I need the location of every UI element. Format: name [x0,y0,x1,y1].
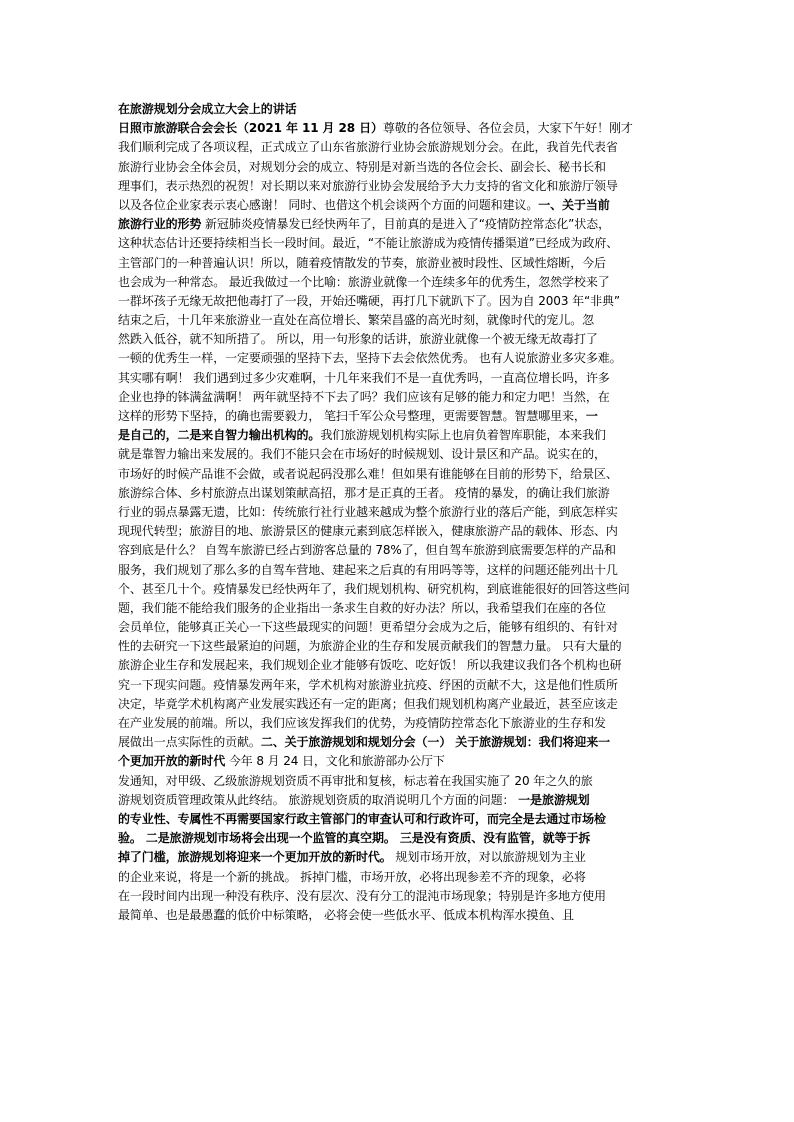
text-run: 最简单、也是最愚蠢的低价中标策略， 必将会使一些低水平、低成本机构浑水摸鱼、且 [118,907,574,922]
text-line [118,138,686,157]
text-line [118,906,686,925]
bold-text-run: 二、关于旅游规划和规划分会（一） 关于旅游规划：我们将迎来一 [260,735,610,750]
text-run: 现现代转型；旅游目的地、旅游景区的健康元素到底怎样嵌入，健康旅游产品的载体、形态、内 [118,524,618,539]
text-run: 在产业发展的前端。所以，我们应该发挥我们的优势，为疫情防控常态化下旅游业的生存和发 [118,716,606,730]
text-line [118,733,686,752]
text-line [118,465,686,484]
document-body [118,119,686,925]
text-line [118,772,686,791]
text-line [118,599,686,618]
bold-text-run: 日照市旅游联合会会长（2021 年 11 月 28 日） [118,121,383,136]
text-line [118,618,686,637]
text-line [118,810,686,829]
text-line [118,234,686,253]
text-run: 旅游行业协会全体会员，对规划分会的成立、特别是对新当选的各位会长、副会长、秘书长和 [118,159,606,174]
text-run: 我们旅游规划机构实际上也肩负着智库职能，本来我们 [320,428,606,443]
text-line [118,848,686,867]
text-run: 一顿的优秀生一样，一定要顽强的坚持下去，坚持下去会依然优秀。 也有人说旅游业多灾多难。 [118,351,622,366]
text-run: 发通知，对甲级、乙级旅游规划资质不再审批和复核，标志着在我国实施了 20 年之久的旅 [118,773,593,788]
bold-text-run: 一是旅游规划 [518,792,590,807]
text-run: 容到底是什么？ 自驾车旅游已经占到游客总量的 78%了，但自驾车旅游到底需要怎样的产品和 [118,543,616,558]
text-line [118,561,686,580]
text-line [118,484,686,503]
text-run: 性的去研究一下这些最紧迫的问题，为旅游企业的生存和发展贡献我们的智慧力量。 只有大量的 [118,639,622,654]
bold-text-run: 是自己的，二是来自智力输出机构的。 [118,428,321,443]
text-line [118,330,686,349]
text-run: 然跌入低谷，就不知所措了。 所以，用一句形象的话讲，旅游业就像一个被无缘无故毒打了 [118,332,598,347]
document-page [118,100,686,925]
bold-text-run: 的专业性、专属性不再需要国家行政主管部门的审查认可和行政许可，而完全是去通过市场检 [118,811,606,826]
text-line [118,292,686,311]
text-line [118,541,686,560]
text-line [118,503,686,522]
bold-text-run: 掉了门槛，旅游规划将迎来一个更加开放的新时代。 [118,850,392,865]
text-run: 我们顺利完成了各项议程，正式成立了山东省旅游行业协会旅游规划分会。在此，我首先代表省 [118,140,618,155]
text-run: 究一下现实问题。疫情暴发两年来，学术机构对旅游业抗疫、纾困的贡献不大，这是他们性质所 [118,677,618,692]
text-run: 会员单位，能够真正关心一下这些最现实的问题！更希望分会成为之后，能够有组织的、有针对 [118,620,618,635]
text-line [118,695,686,714]
text-line [118,752,686,771]
text-run: 的企业来说，将是一个新的挑战。 拆掉门槛，市场开放，必将出现参差不齐的现象，必将 [118,869,586,884]
text-run: 结束之后，十几年来旅游业一直处在高位增长、繁荣昌盛的高光时刻，就像时代的宠儿。忽 [118,313,595,328]
text-line [118,388,686,407]
document-title: 在旅游规划分会成立大会上的讲话 [118,102,297,116]
text-run: 个、甚至几十个。疫情暴发已经快两年了，我们规划机构、研究机构，到底谁能很好的回答这些问 [118,581,630,596]
text-line [118,177,686,196]
text-line [118,158,686,177]
text-run: 题，我们能不能给我们服务的企业指出一条求生自救的好办法？所以，我希望我们在座的各位 [118,600,606,615]
text-run: 市场好的时候产品谁不会做，或者说起码没那么难！但如果有谁能够在目前的形势下，给景区、 [118,466,618,481]
text-run: 理事们，表示热烈的祝贺！对长期以来对旅游行业协会发展给予大力支持的省文化和旅游厅领导 [118,178,618,193]
text-run: 行业的弱点暴露无遗，比如：传统旅行社行业越来越成为整个旅游行业的落后产能，到底怎样实 [118,504,618,519]
text-run: 其实哪有啊！ 我们遇到过多少灾难啊，十几年来我们不是一直优秀吗，一直高位增长吗，许多 [118,370,610,385]
bold-text-run: 验。 二是旅游规划市场将会出现一个监管的真空期。 三是没有资质、没有监管，就等于拆 [118,831,591,846]
text-run: 主管部门的一种普遍认识！所以，随着疫情散发的节奏，旅游业被时段性、区域性熔断，今后 [118,255,606,270]
text-line [118,522,686,541]
text-line [118,580,686,599]
text-line [118,656,686,675]
text-run: 展做出一点实际性的贡献。 [118,735,261,750]
text-run: 今年 8 月 24 日，文化和旅游部办公厅下 [225,754,445,769]
text-run: 在一段时间内出现一种没有秩序、没有层次、没有分工的混沌市场现象；特别是许多地方使用 [118,888,606,903]
text-run: 决定，毕竟学术机构离产业发展实践还有一定的距离；但我们规划机构离产业最近，甚至应该走 [118,696,618,711]
text-run: 旅游企业生存和发展起来，我们规划企业才能够有饭吃、吃好饭！ 所以我建议我们各个机构也研 [118,658,622,673]
text-run: 以及各位企业家表示衷心感谢！ 同时、也借这个机会谈两个方面的问题和建议。 [118,197,539,212]
text-run: 也会成为一种常态。 最近我做过一个比喻：旅游业就像一个连续多年的优秀生，忽然学校来了 [118,274,610,289]
text-run: 企业也挣的钵满盆满啊！ 两年就坚持不下去了吗？我们应该有足够的能力和定力吧！当然，在 [118,389,610,404]
text-line [118,273,686,292]
text-run: 一群坏孩子无缘无故把他毒打了一段，开始还嘴硬，再打几下就趴下了。因为自 2003 年“非典” [118,293,621,308]
bold-text-run: 个更加开放的新时代 [118,754,226,769]
text-line [118,254,686,273]
text-line [118,349,686,368]
text-run: 服务，我们规划了那么多的自驾车营地、建起来之后真的有用吗等等，这样的问题还能列出十几 [118,562,618,577]
text-line [118,196,686,215]
text-line [118,887,686,906]
text-line [118,714,686,733]
text-line [118,637,686,656]
text-line [118,215,686,234]
bold-text-run: 一、关于当前 [538,197,610,212]
text-line [118,369,686,388]
text-line [118,791,686,810]
text-run: 就是靠智力输出来发展的。我们不能只会在市场好的时候规划、设计景区和产品。说实在的， [118,447,606,462]
text-line [118,676,686,695]
text-line [118,311,686,330]
bold-text-run: 旅游行业的形势 [118,217,202,232]
text-run: 这样的形势下坚持，的确也需要毅力， 笔扫千军公众号整理，更需要智慧。智慧哪里来， [118,409,586,423]
text-run: 旅游综合体、乡村旅游点出谋划策献高招，那才是正真的王者。 疫情的暴发，的确让我们旅游 [118,485,610,500]
text-run: 规划市场开放，对以旅游规划为主业 [391,850,586,865]
text-line [118,445,686,464]
text-run: 游规划资质管理政策从此终结。 旅游规划资质的取消说明几个方面的问题： [118,792,519,807]
text-line [118,829,686,848]
text-run: 这种状态估计还要持续相当长一段时间。最近，“不能让旅游成为疫情传播渠道”已经成为政府、 [118,236,619,251]
text-line [118,407,686,426]
text-line [118,426,686,445]
bold-text-run: 一 [585,409,598,423]
text-line [118,119,686,138]
text-line [118,868,686,887]
text-run: 尊敬的各位领导、各位会员，大家下午好！刚才 [382,121,633,136]
text-run: 新冠肺炎疫情暴发已经快两年了，目前真的是进入了“疫情防控常态化”状态， [201,217,610,232]
